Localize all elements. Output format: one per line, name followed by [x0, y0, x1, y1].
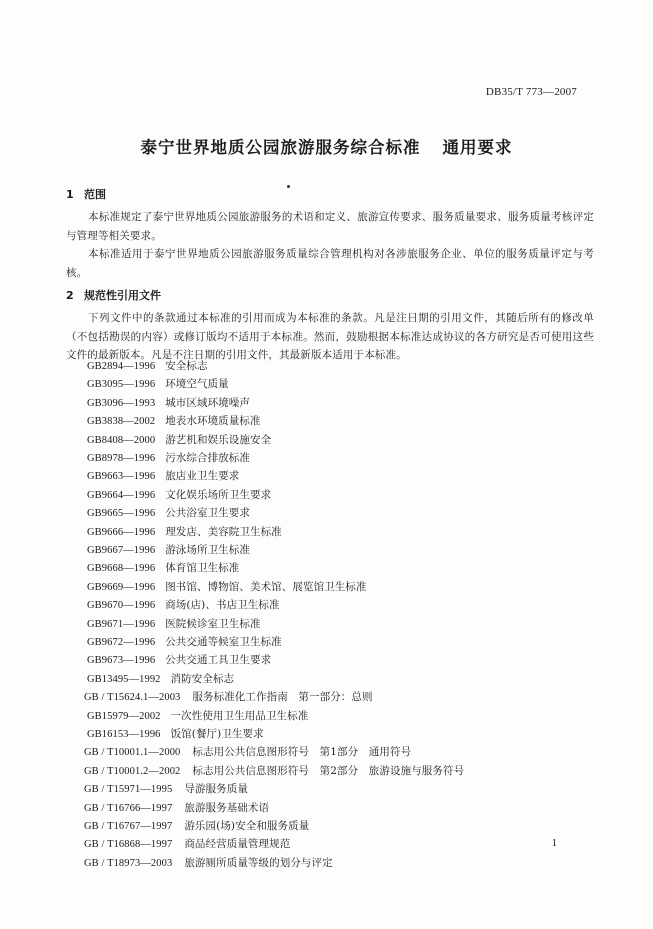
section-1-number: 1	[66, 188, 74, 201]
reference-code: GB9672—1996	[87, 637, 156, 648]
title-main: 泰宁世界地质公园旅游服务综合标准	[140, 138, 421, 157]
reference-item	[87, 652, 271, 667]
reference-code: GB9664—1996	[87, 489, 156, 501]
reference-item	[87, 671, 234, 686]
reference-code: GB / T18973—2003	[84, 857, 173, 869]
document-title	[0, 134, 653, 158]
reference-code: GB9668—1996	[87, 563, 156, 575]
reference-name: 游泳场所卫生标准	[165, 544, 250, 556]
reference-code: GB3095—1996	[87, 379, 156, 391]
section-1-paragraph-2: 本标准适用于泰宁世界地质公园旅游服务质量综合管理机构对各涉旅服务企业、单位的服务质量评定与考核。	[66, 248, 594, 279]
reference-code: GB / T16766—1997	[84, 802, 173, 814]
reference-item	[87, 376, 229, 391]
reference-name: 消防安全标志	[170, 672, 235, 685]
section-1-title: 范围	[84, 188, 106, 201]
reference-code: GB8978—1996	[87, 453, 156, 464]
section-2-paragraph: 下列文件中的条款通过本标准的引用而成为本标准的条款。凡是注日期的引用文件，其随后所有的修改单（不包括勘误的内容）或修订版均不适用于本标准。然而，鼓励根据本标准达成协议的各方研究是否可使用这些文件的最新版本。凡是不注日期的引用文件，其最新版本适用于本标准。	[66, 312, 594, 361]
reference-item	[87, 579, 367, 594]
reference-item	[87, 560, 239, 575]
reference-item	[87, 542, 250, 557]
section-1-paragraph-1: 本标准规定了泰宁世界地质公园旅游服务的术语和定义、旅游宣传要求、服务质量要求、服务质量考核评定与管理等相关要求。	[66, 211, 594, 242]
reference-item	[87, 634, 282, 649]
reference-code: GB9671—1996	[87, 618, 156, 630]
scan-speck	[287, 185, 290, 188]
reference-name: 公共交通等候室卫生标准	[165, 636, 282, 648]
reference-code: GB / T15971—1995	[84, 784, 173, 796]
reference-name: 饭馆(餐厅)卫生要求	[170, 728, 264, 740]
title-sub: 通用要求	[442, 138, 513, 157]
reference-code: GB / T16767—1997	[84, 821, 173, 832]
reference-item	[87, 413, 261, 428]
reference-item	[84, 781, 248, 796]
reference-name: 环境空气质量	[165, 378, 229, 391]
reference-name: 文化娱乐场所卫生要求	[165, 488, 272, 501]
reference-name: 标志用公共信息图形符号 第2部分 旅游设施与服务符号	[192, 764, 465, 777]
reference-name: 服务标准化工作指南 第一部分：总则	[192, 691, 373, 704]
section-2-number: 2	[66, 289, 74, 302]
reference-code: GB3096—1993	[87, 397, 156, 409]
reference-name: 商场(店)、书店卫生标准	[165, 599, 280, 612]
reference-code: GB9665—1996	[87, 508, 156, 520]
reference-item	[87, 726, 264, 741]
reference-name: 理发店、美容院卫生标准	[165, 525, 282, 538]
section-1-heading	[66, 186, 106, 202]
reference-code: GB9666—1996	[87, 526, 156, 538]
reference-name: 商品经营质量管理规范	[184, 838, 291, 851]
reference-name: 旅游服务基础术语	[184, 801, 270, 814]
reference-item	[87, 505, 250, 520]
reference-code: GB / T15624.1—2003	[84, 692, 181, 704]
reference-code: GB13495—1992	[87, 673, 161, 685]
reference-code: GB8408—2000	[87, 434, 156, 446]
document-id: DB35/T 773—2007	[485, 86, 577, 98]
reference-name: 公共浴室卫生要求	[165, 507, 250, 520]
reference-item	[87, 708, 308, 723]
reference-code: GB3838—2002	[87, 416, 156, 428]
reference-name: 污水综合排放标准	[165, 452, 250, 464]
section-2-title: 规范性引用文件	[84, 289, 161, 302]
reference-code: GB9667—1996	[87, 545, 156, 556]
reference-name: 游艺机和娱乐设施安全	[165, 433, 272, 446]
reference-name: 城市区域环境噪声	[165, 396, 250, 409]
reference-item	[87, 597, 280, 612]
reference-code: GB9670—1996	[87, 600, 156, 612]
reference-item	[84, 800, 269, 815]
reference-name: 安全标志	[165, 360, 208, 372]
reference-item	[87, 450, 250, 465]
reference-item	[87, 432, 271, 447]
reference-name: 医院候诊室卫生标准	[165, 617, 261, 630]
reference-code: GB / T16868—1997	[84, 839, 173, 851]
reference-name: 图书馆、博物馆、美术馆、展览馆卫生标准	[165, 580, 367, 593]
reference-code: GB15979—2002	[87, 710, 161, 722]
reference-item	[87, 358, 208, 373]
reference-name: 导游服务质量	[184, 783, 248, 796]
reference-name: 公共交通工具卫生要求	[165, 654, 272, 667]
reference-item	[84, 855, 333, 870]
reference-code: GB / T10001.2—2002	[84, 765, 181, 777]
reference-code: GB / T10001.1—2000	[84, 747, 181, 759]
reference-name: 旅游厕所质量等级的划分与评定	[184, 856, 333, 869]
reference-code: GB2894—1996	[87, 361, 156, 372]
reference-item	[87, 395, 250, 410]
reference-name: 一次性使用卫生用品卫生标准	[170, 709, 309, 722]
reference-item	[84, 836, 290, 851]
reference-code: GB9669—1996	[87, 581, 156, 593]
reference-item	[87, 487, 271, 502]
reference-item	[87, 468, 239, 483]
reference-item	[87, 524, 282, 539]
reference-item	[84, 689, 373, 704]
reference-name: 体育馆卫生标准	[165, 562, 240, 575]
reference-name: 标志用公共信息图形符号 第1部分 通用符号	[192, 746, 412, 759]
reference-item	[87, 616, 261, 631]
reference-code: GB9673—1996	[87, 655, 156, 667]
page-number: 1	[551, 838, 557, 849]
reference-item	[84, 744, 411, 759]
reference-item	[84, 818, 309, 833]
reference-name: 游乐园(场)安全和服务质量	[184, 820, 310, 832]
reference-name: 旅店业卫生要求	[165, 470, 240, 483]
reference-name: 地表水环境质量标准	[165, 415, 261, 428]
reference-code: GB16153—1996	[87, 729, 161, 740]
reference-item	[84, 763, 464, 778]
section-2-heading	[66, 287, 161, 303]
reference-code: GB9663—1996	[87, 471, 156, 483]
